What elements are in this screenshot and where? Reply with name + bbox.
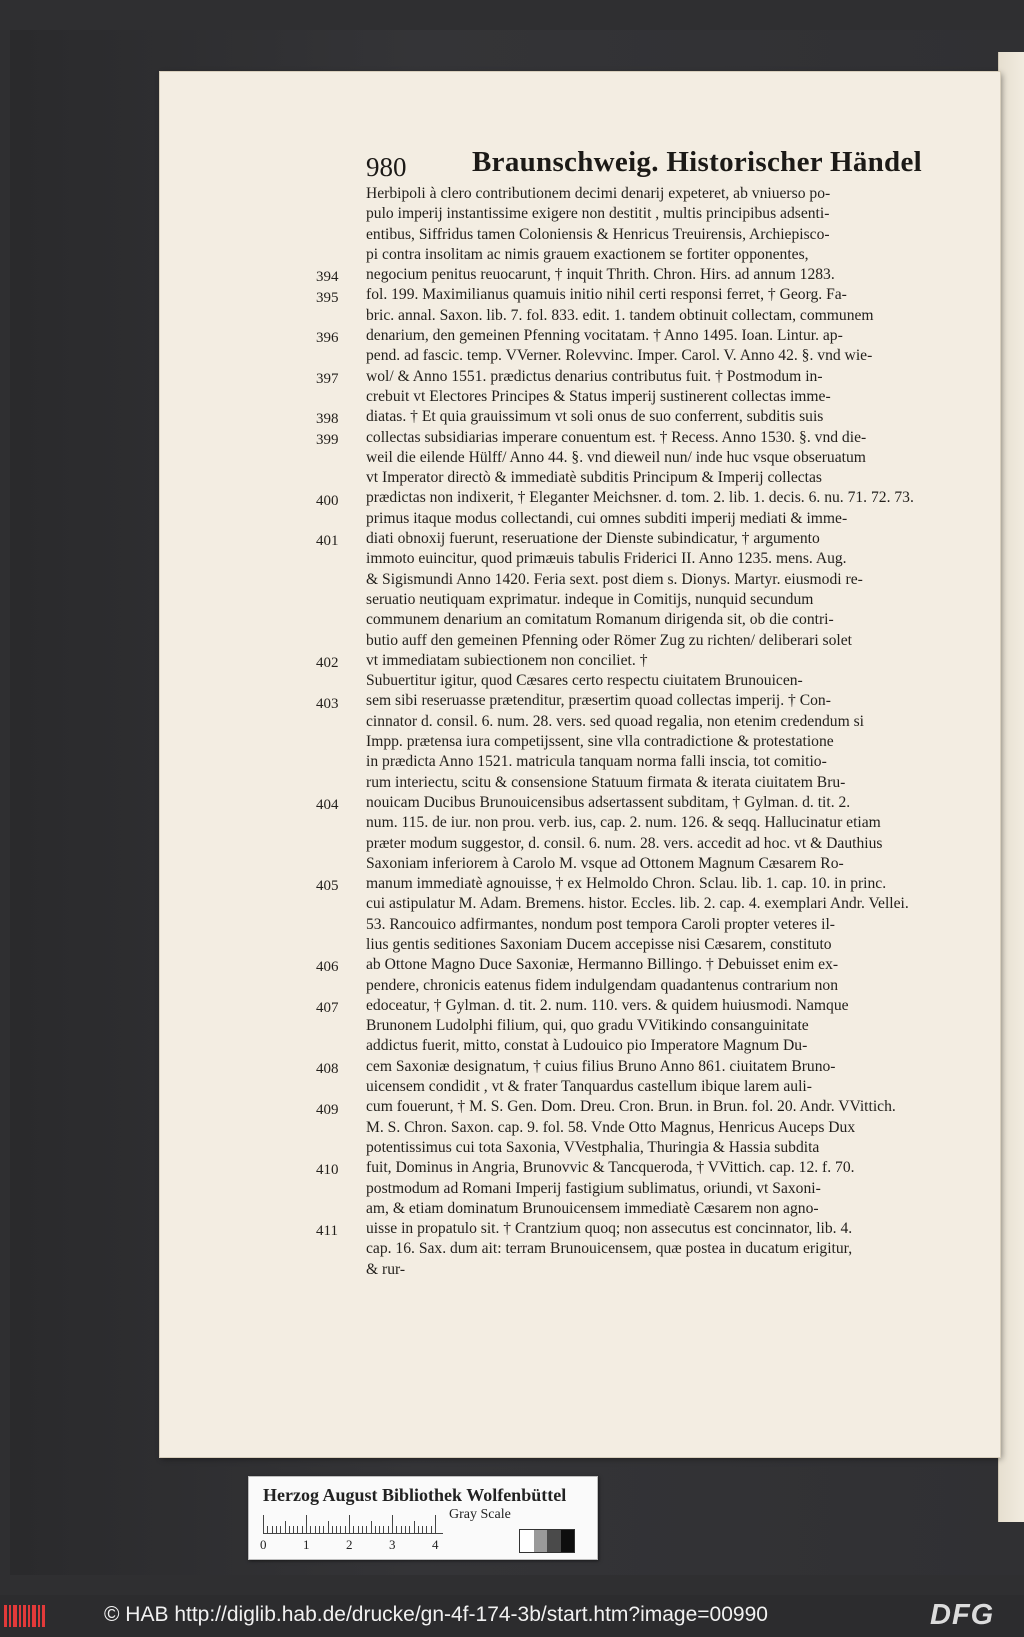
margin-number: 408 [316, 1060, 339, 1077]
margin-number: 397 [316, 370, 339, 387]
ruler-tick [383, 1526, 384, 1533]
text-line: lius gentis seditiones Saxoniam Ducem accepisse nisi Cæsarem, constituto [366, 935, 832, 953]
text-line: Saxoniam inferiorem à Carolo M. vsque ad Ottonem Magnum Cæsarem Ro- [366, 854, 844, 872]
ruler-tick [371, 1521, 372, 1533]
text-line: potentissimus cui tota Saxonia, VVestphalia, Thuringia & Hassia subdita [366, 1138, 820, 1156]
ruler-tick [315, 1526, 316, 1533]
margin-number: 396 [316, 330, 339, 347]
library-name: Herzog August Bibliothek Wolfenbüttel [263, 1485, 567, 1505]
ruler-tick [340, 1526, 341, 1533]
text-line: & Sigismundi Anno 1420. Feria sext. post diem s. Dionys. Martyr. eiusmodi re- [366, 570, 863, 588]
ruler-tick [379, 1526, 380, 1533]
text-line: prædictas non indixerit, † Eleganter Meichsner. d. tom. 2. lib. 1. decis. 6. nu. 71. 72. 73. [366, 489, 914, 507]
ruler-tick [328, 1521, 329, 1533]
text-line: bric. annal. Saxon. lib. 7. fol. 833. edit. 1. tandem obtinuit collectam, communem [366, 306, 874, 324]
margin-number: 399 [316, 431, 339, 448]
ruler-tick [353, 1526, 354, 1533]
ruler-tick [297, 1526, 298, 1533]
ruler-tick [293, 1526, 294, 1533]
ruler-tick [431, 1526, 432, 1533]
ruler-tick [418, 1526, 419, 1533]
text-line: collectas subsidiarias imperare conuentum est. † Recess. Anno 1530. §. vnd die- [366, 428, 867, 446]
text-line: pendere, chronicis eatenus fidem indulgendam quadantenus contrarium non [366, 976, 838, 994]
ruler-tick [435, 1515, 436, 1533]
text-line: in prædicta Anno 1521. matricula tanquam norma falli inscia, tot comitio- [366, 753, 827, 771]
text-line: communem denarium an comitatum Romanum dirigenda sit, ob die contri- [366, 611, 834, 629]
ruler-labels [260, 1537, 453, 1553]
ruler-tick [319, 1526, 320, 1533]
text-line: wol/ & Anno 1551. prædictus denarius contributus fuit. † Postmodum in- [366, 367, 823, 385]
ruler-tick [345, 1526, 346, 1533]
ruler-baseline [263, 1533, 443, 1534]
ruler-tick [285, 1521, 286, 1533]
ruler-tick [388, 1526, 389, 1533]
ruler-tick [362, 1526, 363, 1533]
text-line: manum immediatè agnouisse, † ex Helmoldo Chron. Sclau. lib. 1. cap. 10. in princ. [366, 875, 887, 893]
ruler-tick [280, 1526, 281, 1533]
margin-number: 398 [316, 411, 339, 428]
ruler-tick [401, 1526, 402, 1533]
text-line: immoto euincitur, quod primæuis tabulis Friderici II. Anno 1235. mens. Aug. [366, 550, 847, 568]
ruler-tick [349, 1515, 350, 1533]
text-line: cap. 16. Sax. dum ait: terram Brunouicensem, quæ postea in ducatum erigitur, [366, 1240, 853, 1258]
margin-number: 395 [316, 289, 339, 306]
text-line: cui astipulatur M. Adam. Bremens. histor. Eccles. lib. 2. cap. 4. exemplari Andr. Vellei. [366, 895, 909, 913]
ruler-tick [358, 1526, 359, 1533]
text-line: denarium, den gemeinen Pfenning vocitatam. † Anno 1495. Ioan. Lintur. ap- [366, 327, 843, 345]
text-line: num. 115. de iur. non prou. verb. ius, cap. 2. num. 126. & seqq. Hallucinatur etiam [366, 814, 881, 832]
ruler-label: 4 [432, 1537, 439, 1552]
gray-swatch [520, 1530, 534, 1552]
text-line: entibus, Siffridus tamen Coloniensis & Henricus Treuirensis, Archiepisco- [366, 225, 830, 243]
text-line: fol. 199. Maximilianus quamuis initio nihil certi responsi ferret, † Georg. Fa- [366, 286, 847, 304]
text-line: pend. ad fascic. temp. VVerner. Rolevvinc. Imper. Carol. V. Anno 42. §. vnd wie- [366, 347, 873, 365]
text-line: pi contra insolitam ac nimis grauem exactionem se fortiter opponentes, [366, 245, 809, 263]
text-line: Impp. prætensa iura competijssent, sine vlla contradictione & protestatione [366, 733, 834, 751]
margin-number: 410 [316, 1162, 339, 1179]
margin-number: 401 [316, 533, 339, 550]
margin-number: 400 [316, 492, 339, 509]
ruler-label: 1 [303, 1537, 310, 1552]
ruler-tick [306, 1515, 307, 1533]
margin-number: 404 [316, 797, 339, 813]
text-line: Herbipoli à clero contributionem decimi denarij expeteret, ab vniuerso po- [366, 185, 831, 202]
dfg-logo: DFG [930, 1599, 995, 1631]
text-line: cinnator d. consil. 6. num. 28. vers. sed quoad regalia, non etenim credendum si [366, 712, 865, 730]
text-line: ab Ottone Magno Duce Saxoniæ, Hermanno Billingo. † Debuisset enim ex- [366, 956, 839, 974]
text-line: butio auff den gemeinen Pfenning oder Römer Zug zu richten/ deliberari solet [366, 631, 853, 649]
text-line: uicensem condidit , vt & frater Tanquardus castellum ibique larem auli- [366, 1078, 812, 1096]
ruler-tick [336, 1526, 337, 1533]
margin-number: 402 [316, 654, 339, 671]
ruler-tick [426, 1526, 427, 1533]
ruler-tick [289, 1526, 290, 1533]
body-text [366, 184, 956, 1280]
adjacent-page-edge [998, 52, 1024, 1522]
margin-number: 403 [316, 695, 339, 712]
text-line: vt immediatam subiectionem non conciliet. † [366, 651, 648, 669]
ruler-tick [302, 1526, 303, 1533]
margin-number: 394 [316, 269, 339, 286]
margin-number: 405 [316, 878, 339, 895]
gray-scale-label: Gray Scale [449, 1507, 511, 1522]
text-line: vt Imperator directò & immediatè subditis Principum & Imperij collectas [366, 469, 823, 487]
ruler-tick [332, 1526, 333, 1533]
text-line: negocium penitus reuocarunt, † inquit Thrith. Chron. Hirs. ad annum 1283. [366, 266, 835, 284]
ruler-tick [396, 1526, 397, 1533]
ruler-tick [310, 1526, 311, 1533]
text-line: sem sibi reseruasse prætenditur, præsertim quoad collectas imperij. † Con- [366, 692, 831, 710]
library-scale-label [248, 1476, 598, 1560]
margin-number: 411 [316, 1223, 338, 1240]
text-line: Subuertitur igitur, quod Cæsares certo respectu ciuitatem Brunouicen- [366, 672, 803, 690]
ruler-tick [409, 1526, 410, 1533]
text-line: uisse in propatulo sit. † Crantzium quoq; non assecutus est concinnator, lib. 4. [366, 1220, 853, 1238]
viewer-footer [0, 1595, 1024, 1637]
text-line: & rur- [366, 1260, 406, 1278]
text-line: rum interiectu, scitu & consensione Statuum firmata & iterata ciuitatem Bru- [366, 773, 846, 791]
margin-number: 409 [316, 1101, 339, 1118]
page-number: 980 [366, 152, 407, 182]
ruler-tick [422, 1526, 423, 1533]
text-line: pulo imperij instantissime exigere non destitit , multis principibus adsenti- [366, 205, 830, 223]
gray-swatch [561, 1530, 575, 1552]
gray-scale-swatches [519, 1529, 575, 1553]
ruler-label: 2 [346, 1537, 353, 1552]
ruler-tick [272, 1526, 273, 1533]
ruler-tick [392, 1515, 393, 1533]
ruler-tick [323, 1526, 324, 1533]
ruler-tick [267, 1526, 268, 1533]
text-line: crebuit vt Electores Principes & Status imperij sustinerent collectas imme- [366, 387, 831, 405]
gray-swatch [534, 1530, 548, 1552]
ruler-tick [405, 1526, 406, 1533]
text-line: fuit, Dominus in Angria, Brunovvic & Tancqueroda, † VVittich. cap. 12. f. 70. [366, 1159, 855, 1177]
ruler-label: 3 [389, 1537, 396, 1552]
margin-number: 406 [316, 959, 339, 976]
source-url-link[interactable]: © HAB http://diglib.hab.de/drucke/gn-4f-174-3b/start.htm?image=00990 [104, 1603, 768, 1626]
text-line: postmodum ad Romani Imperij fastigium sublimatus, oriundi, vt Saxoni- [366, 1179, 821, 1197]
text-line: Brunonem Ludolphi filium, qui, quo gradu VVitikindo consanguinitate [366, 1017, 809, 1035]
text-line: nouicam Ducibus Brunouicensibus adsertassent subditam, † Gylman. d. tit. 2. [366, 793, 851, 811]
text-line: addictus fuerit, mitto, constat à Ludouico pio Imperatore Magnum Du- [366, 1037, 808, 1055]
ruler-label: 0 [260, 1537, 267, 1552]
text-line: cem Saxoniæ designatum, † cuius filius Bruno Anno 861. ciuitatem Bruno- [366, 1057, 836, 1075]
barcode-icon [4, 1603, 46, 1629]
measurement-ruler [263, 1511, 443, 1539]
ruler-tick [414, 1521, 415, 1533]
text-line: cum fouerunt, † M. S. Gen. Dom. Dreu. Cron. Brun. in Brun. fol. 20. Andr. VVittich. [366, 1098, 896, 1116]
text-line: am, & etiam dominatum Brunouicensem immediatè Cæsarem non agno- [366, 1199, 819, 1217]
ruler-tick [366, 1526, 367, 1533]
text-line: seruatio neutiquam exprimatur. indeque in Comitijs, nunquid secundum [366, 590, 814, 608]
ruler-tick [375, 1526, 376, 1533]
ruler-tick [263, 1515, 264, 1533]
text-line: primus itaque modus collectandi, cui omnes subditi imperij mediati & imme- [366, 509, 848, 527]
text-line: diati obnoxij fuerunt, reseruatione der Dienste subindicatur, † argumento [366, 530, 820, 548]
text-line: 53. Rancouico adfirmantes, nondum post tempora Caroli propter veteres il- [366, 915, 835, 933]
margin-number: 407 [316, 1000, 339, 1016]
text-line: M. S. Chron. Saxon. cap. 9. fol. 58. Vnde Otto Magnus, Henricus Auceps Dux [366, 1118, 856, 1136]
gray-swatch [547, 1530, 561, 1552]
text-line: edoceatur, † Gylman. d. tit. 2. num. 110. vers. & quidem huiusmodi. Namque [366, 996, 849, 1014]
text-line: weil die eilende Hülff/ Anno 44. §. vnd dieweil nun/ inde huc vsque obseruatum [366, 448, 866, 466]
running-title: Braunschweig. Historischer Händel [472, 146, 923, 178]
text-line: præter modum suggestor, d. consil. 6. num. 28. vers. accedit ad hoc. vt & Dauthius [366, 834, 883, 852]
ruler-tick [276, 1526, 277, 1533]
text-line: diatas. † Et quia grauissimum vt soli onus de suo conferrent, subditis suis [366, 408, 824, 426]
page-header [366, 146, 946, 186]
